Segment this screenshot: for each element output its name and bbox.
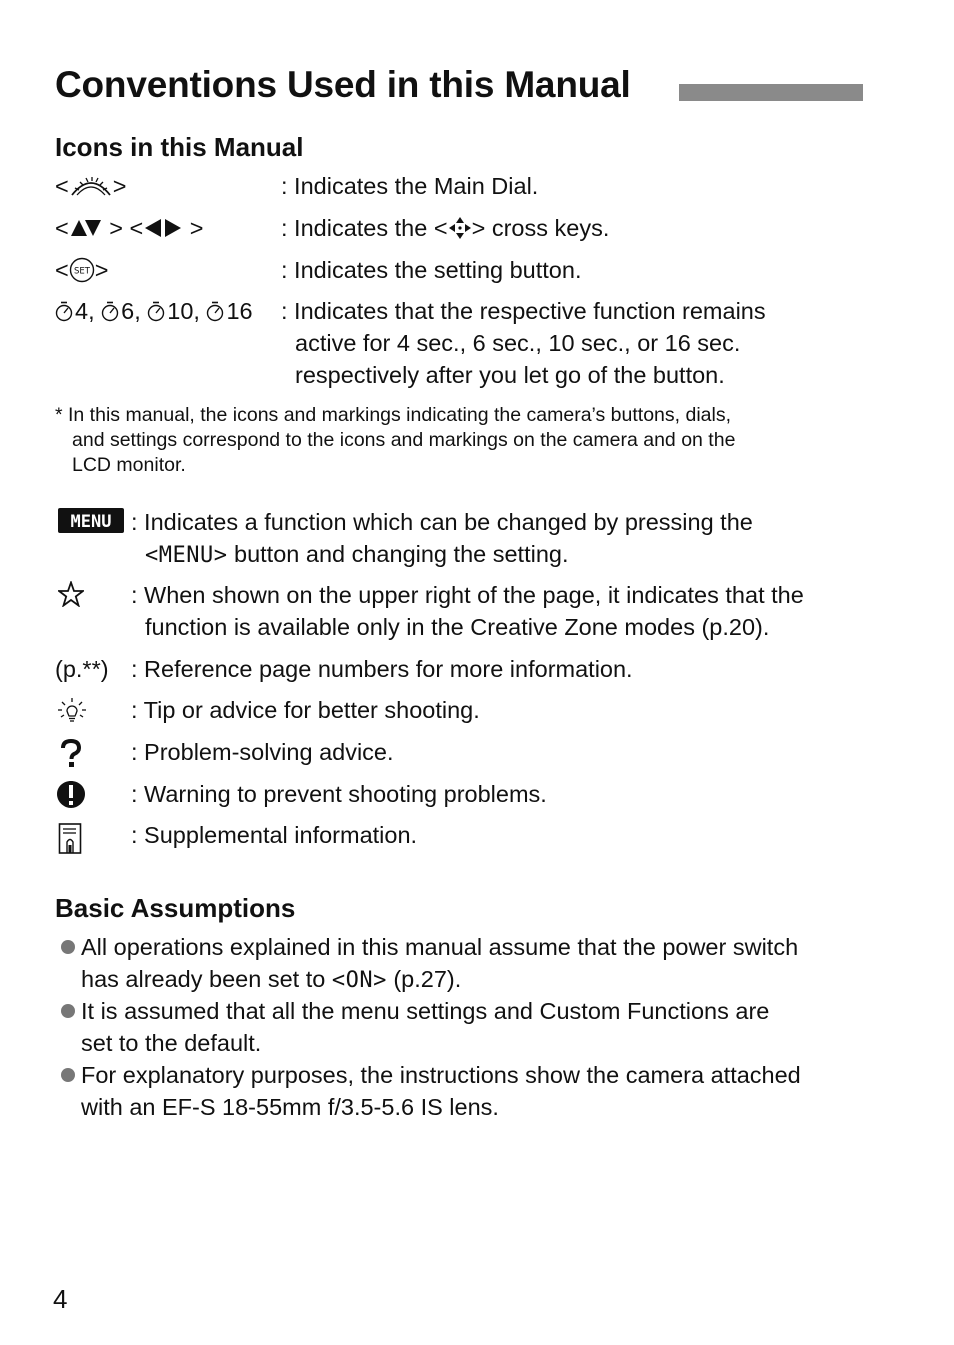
problem-desc: : Problem-solving advice. [131, 739, 394, 765]
ref-desc: : Reference page numbers for more information. [131, 656, 633, 682]
icons-heading: Icons in this Manual [55, 132, 304, 162]
ref-label: (p.**) [55, 656, 109, 682]
assumption-1-line1: All operations explained in this manual assume that the power switch [81, 934, 799, 960]
bullet [61, 940, 75, 954]
assumption-3-line1: For explanatory purposes, the instructions show the camera attached [81, 1062, 801, 1088]
timer-symbols: 4 , 6 , 10 , 16 [55, 295, 253, 327]
warning-desc: : Warning to prevent shooting problems. [131, 781, 547, 807]
warning-icon [56, 780, 86, 810]
question-icon [60, 739, 82, 769]
left-right-arrows-icon [143, 216, 183, 240]
star-desc-line1: : When shown on the upper right of the page, it indicates that the [131, 582, 804, 608]
assumptions-heading: Basic Assumptions [55, 893, 296, 923]
timer-icon [55, 300, 75, 322]
star-desc-line2: function is available only in the Creative Zone modes (p.20). [145, 614, 770, 640]
assumption-2-line1: It is assumed that all the menu settings and Custom Functions are [81, 998, 770, 1024]
timer-label-4: 4 [75, 298, 89, 324]
assumption-3-line2: with an EF-S 18-55mm f/3.5-5.6 IS lens. [81, 1094, 499, 1120]
star-icon [58, 581, 84, 607]
menu-key-label: <MENU> [145, 543, 228, 568]
cross-keys-desc-post: > cross keys. [471, 215, 610, 241]
tip-desc: : Tip or advice for better shooting. [131, 697, 480, 723]
timer-label-10: 10 [167, 298, 194, 324]
bullet [61, 1004, 75, 1018]
timer-label-6: 6 [121, 298, 135, 324]
menu-desc-line2 [145, 538, 569, 572]
assumption-1-pre: has already been set to [81, 966, 332, 992]
menu-badge-icon [58, 508, 124, 533]
menu-desc-line1: : Indicates a function which can be changed by pressing the [131, 509, 753, 535]
timer-icon [147, 300, 167, 322]
cross-keys-desc [281, 212, 609, 244]
footnote-line2: and settings correspond to the icons and markings on the camera and on the [72, 429, 736, 451]
timer-desc-line1: : Indicates that the respective function remains [281, 298, 766, 324]
menu-desc-rest: button and changing the setting. [227, 541, 569, 567]
page-title: Conventions Used in this Manual [55, 64, 631, 105]
main-dial-icon [69, 173, 113, 199]
assumption-1-post: (p.27). [386, 966, 462, 992]
timer-label-16: 16 [226, 298, 253, 324]
up-down-arrows-icon [69, 216, 103, 240]
menu-badge-label: MENU [70, 512, 112, 532]
footnote-line3: LCD monitor. [72, 454, 186, 476]
cross-keys-desc-pre: : Indicates the < [281, 215, 448, 241]
main-dial-desc: : Indicates the Main Dial. [281, 173, 539, 199]
assumption-1-line2 [81, 963, 461, 997]
timer-desc-line2: active for 4 sec., 6 sec., 10 sec., or 16 sec. [295, 330, 741, 356]
page-number: 4 [53, 1284, 68, 1314]
timer-desc-line3: respectively after you let go of the button. [295, 362, 725, 388]
set-button-symbol: < SET > [55, 257, 109, 283]
svg-text:SET: SET [73, 266, 90, 277]
title-bar [679, 84, 863, 101]
cross-keys-symbol: < > < > [55, 215, 204, 241]
memo-icon [58, 821, 84, 855]
main-dial-symbol: < > [55, 173, 127, 199]
set-button-icon [69, 257, 95, 283]
lightbulb-icon [57, 697, 87, 725]
on-key-label: <ON> [331, 968, 387, 993]
timer-icon [101, 300, 121, 322]
set-button-desc: : Indicates the setting button. [281, 257, 582, 283]
bullet [61, 1068, 75, 1082]
supplement-desc: : Supplemental information. [131, 822, 418, 848]
timer-icon [206, 300, 226, 322]
cross-keys-icon [448, 216, 472, 240]
assumption-2-line2: set to the default. [81, 1030, 262, 1056]
footnote-line1: * In this manual, the icons and markings indicating the camera’s buttons, dials, [55, 404, 732, 426]
